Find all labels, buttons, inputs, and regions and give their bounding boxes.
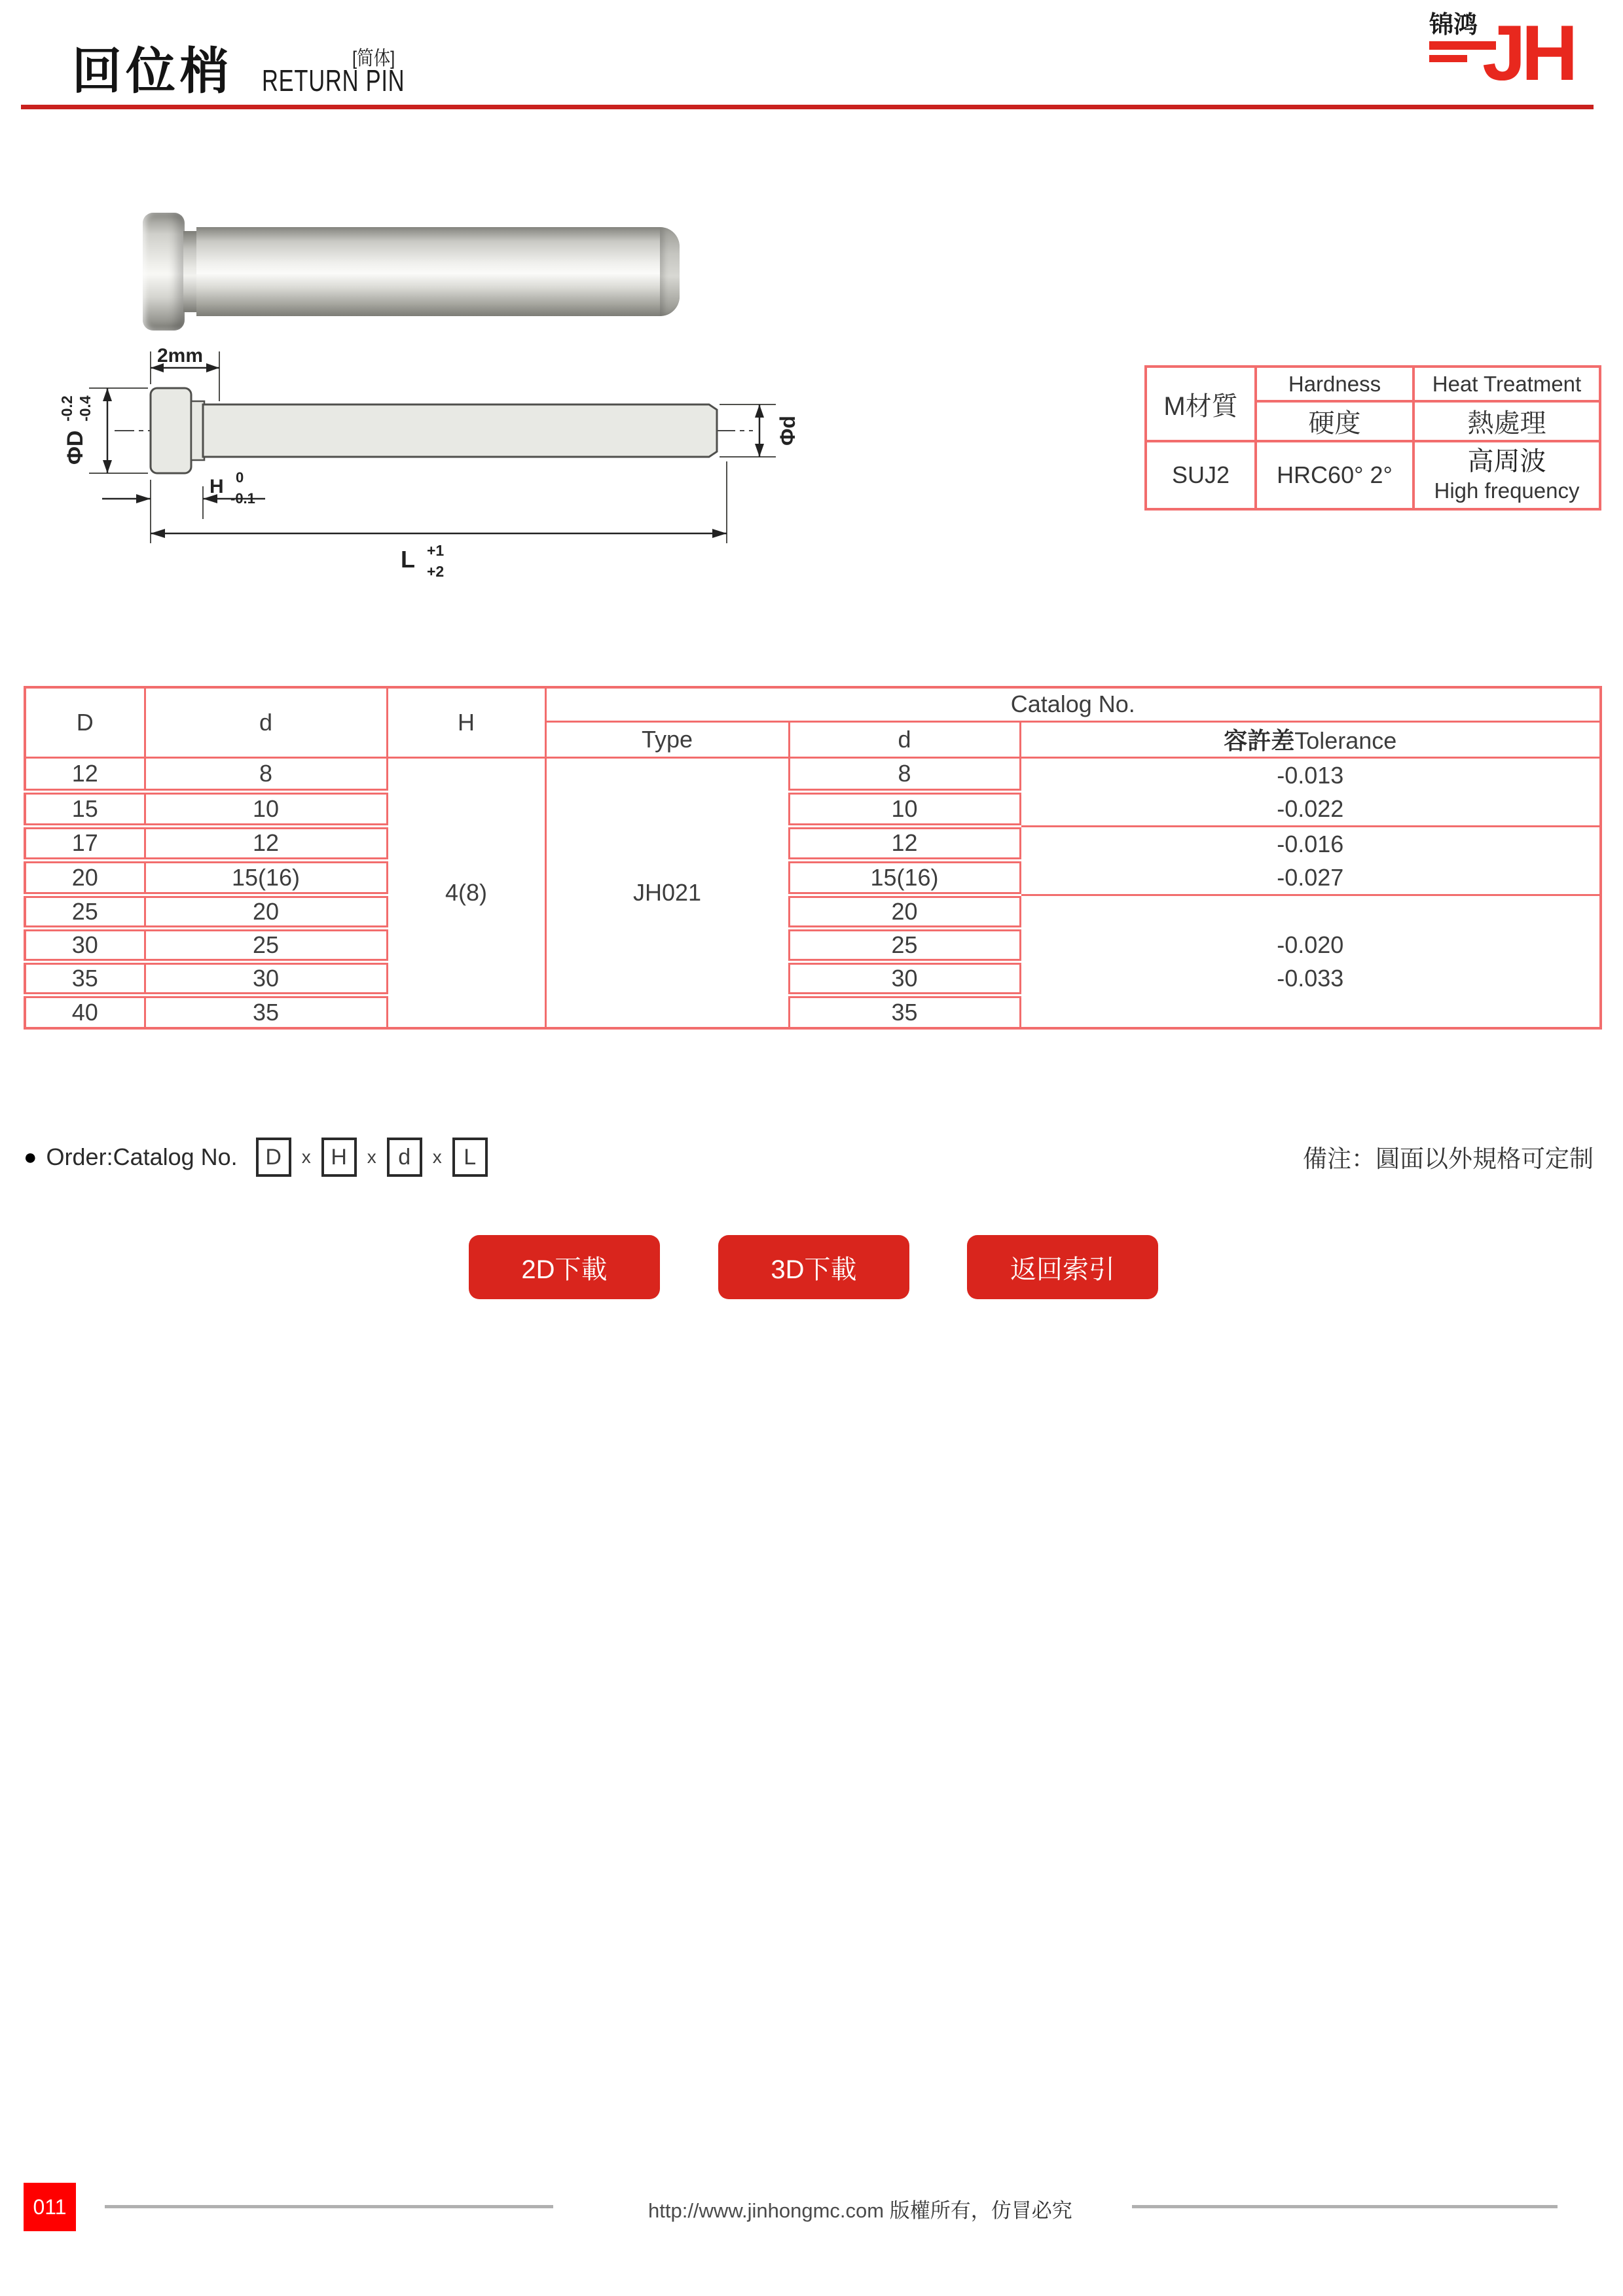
spec-row <box>25 826 1601 861</box>
dim-shaft-diameter-label: Φd <box>776 416 799 446</box>
spec-cell-D: 12 <box>25 757 145 792</box>
order-catalog-line <box>24 1138 488 1177</box>
spec-cell-catalog-d: 12 <box>789 826 1020 861</box>
material-value: SUJ2 <box>1146 441 1256 509</box>
order-box-L: L <box>452 1138 488 1177</box>
spec-header-type: Type <box>545 721 789 757</box>
dim-length-label: L <box>401 546 415 573</box>
pin-head-photo <box>143 213 185 331</box>
pin-neck-photo <box>183 231 198 312</box>
spec-cell-tolerance: -0.016 -0.027 <box>1020 826 1601 895</box>
order-label: Order:Catalog No. <box>46 1143 238 1170</box>
order-box-D: D <box>256 1138 291 1177</box>
footer-copyright-text: 版權所有，仿冒必究 <box>889 2199 1072 2222</box>
spec-header-catalog-no: Catalog No. <box>545 687 1601 721</box>
order-separator: x <box>301 1147 311 1167</box>
edition-tag: [简体] <box>352 48 395 69</box>
spec-cell-catalog-d: 20 <box>789 895 1020 928</box>
spec-cell-catalog-d: 25 <box>789 928 1020 961</box>
spec-cell-catalog-d: 8 <box>789 757 1020 792</box>
footer-divider-right <box>1132 2205 1558 2208</box>
dim-head-height-tol-lower: -0.1 <box>230 490 255 507</box>
spec-row <box>25 757 1601 792</box>
order-separator: x <box>367 1147 376 1167</box>
pin-shaft-photo <box>196 227 680 316</box>
hardness-header-en: Hardness <box>1256 367 1413 401</box>
spec-row <box>25 895 1601 928</box>
technical-drawing <box>52 337 825 619</box>
spec-cell-tolerance: -0.020 -0.033 <box>1020 895 1601 1028</box>
spec-cell-d: 15(16) <box>145 861 387 895</box>
spec-cell-type: JH021 <box>545 757 789 1028</box>
material-table <box>1144 365 1601 511</box>
spec-header-tolerance <box>1020 721 1601 757</box>
bullet-icon: ● <box>24 1144 37 1170</box>
spec-table <box>24 686 1602 1030</box>
remark-note: 備注：圓面以外規格可定制 <box>1303 1145 1594 1172</box>
header-rule <box>21 105 1594 109</box>
spec-cell-d: 30 <box>145 961 387 995</box>
page-number-badge: 011 <box>24 2183 76 2231</box>
spec-header-H: H <box>387 687 545 757</box>
dim-head-diameter-tol-upper: -0.2 <box>58 395 75 422</box>
spec-cell-D: 40 <box>25 995 145 1028</box>
spec-cell-d: 8 <box>145 757 387 792</box>
spec-cell-D: 15 <box>25 792 145 827</box>
spec-cell-D: 25 <box>25 895 145 928</box>
spec-table-body <box>25 757 1601 1028</box>
tolerance-label-cn: 容許差 <box>1224 727 1295 754</box>
spec-cell-d: 35 <box>145 995 387 1028</box>
spec-header-d: d <box>145 687 387 757</box>
heat-treatment-value <box>1413 441 1600 509</box>
spec-cell-d: 25 <box>145 928 387 961</box>
dim-head-height-tol-upper: 0 <box>236 469 244 486</box>
tolerance-label-en: Tolerance <box>1294 727 1397 754</box>
dim-length-tol-lower: +2 <box>427 563 445 580</box>
back-to-index-button[interactable]: 返回索引 <box>967 1235 1158 1299</box>
footer-url: http://www.jinhongmc.com <box>648 2199 884 2222</box>
spec-cell-tolerance: -0.013 -0.022 <box>1020 757 1601 826</box>
spec-cell-D: 17 <box>25 826 145 861</box>
footer-divider-left <box>105 2205 553 2208</box>
product-photo <box>143 213 680 331</box>
download-3d-button[interactable]: 3D下載 <box>718 1235 909 1299</box>
spec-cell-d: 20 <box>145 895 387 928</box>
spec-header-D: D <box>25 687 145 757</box>
spec-cell-catalog-d: 30 <box>789 961 1020 995</box>
order-separator: x <box>432 1147 442 1167</box>
logo-company-name: 锦鸿 <box>1429 11 1478 38</box>
page-title-en: RETURN PIN <box>262 63 405 98</box>
spec-cell-h: 4(8) <box>387 757 545 1028</box>
material-header: M材質 <box>1146 367 1256 441</box>
spec-cell-D: 20 <box>25 861 145 895</box>
hardness-value: HRC60° 2° <box>1256 441 1413 509</box>
heat-treatment-header-cn: 熱處理 <box>1413 401 1600 441</box>
dim-length-tol-upper: +1 <box>427 542 445 559</box>
hardness-header-cn: 硬度 <box>1256 401 1413 441</box>
dim-2mm-label: 2mm <box>157 345 204 367</box>
spec-cell-d: 12 <box>145 826 387 861</box>
spec-cell-catalog-d: 10 <box>789 792 1020 827</box>
page-title: 回位梢 <box>72 44 233 99</box>
heat-treatment-value-cn: 高周波 <box>1467 446 1546 476</box>
download-2d-button[interactable]: 2D下載 <box>469 1235 660 1299</box>
spec-cell-d: 10 <box>145 792 387 827</box>
heat-treatment-value-en: High frequency <box>1434 478 1580 503</box>
dim-head-diameter-label: ΦD <box>63 430 88 465</box>
spec-cell-catalog-d: 15(16) <box>789 861 1020 895</box>
spec-cell-catalog-d: 35 <box>789 995 1020 1028</box>
order-box-H: H <box>321 1138 357 1177</box>
heat-treatment-header-en: Heat Treatment <box>1413 367 1600 401</box>
dim-head-height-label: H <box>210 476 224 497</box>
spec-cell-D: 30 <box>25 928 145 961</box>
spec-header-catalog-d: d <box>789 721 1020 757</box>
footer-copyright <box>648 2194 1072 2223</box>
dim-head-diameter-tol-lower: -0.4 <box>77 395 94 422</box>
company-logo <box>1426 7 1578 90</box>
spec-cell-D: 35 <box>25 961 145 995</box>
logo-monogram: JH <box>1482 9 1574 90</box>
order-box-d: d <box>387 1138 422 1177</box>
